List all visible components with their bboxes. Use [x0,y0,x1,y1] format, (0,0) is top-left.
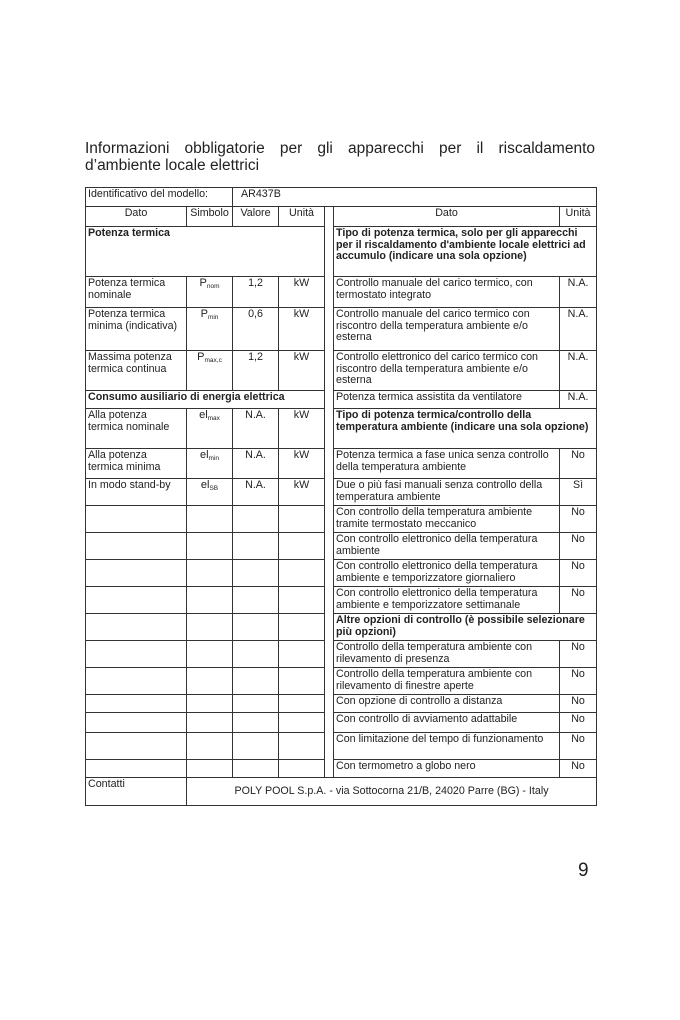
table-row [86,760,597,778]
table-row [86,560,597,587]
table-row [86,409,597,449]
contacts-value: POLY POOL S.p.A. - via Sottocorna 21/B, 24020 Parre (BG) - Italy [187,778,597,806]
row-label: Alla potenza termica nominale [86,409,187,449]
table-row [86,449,597,479]
section-tipo-potenza-accumulo: Tipo di potenza termica, solo per gli apparecchi per il riscaldamento d'ambiente locale elettrici ad accumulo (indicare una sola opzione) [334,227,597,277]
option-label: Due o più fasi manuali senza controllo della temperatura ambiente [334,479,560,506]
row-symbol: $P_{max,c}$ [187,351,233,391]
row-value: N.A. [233,449,279,479]
option-label: Potenza termica assistita da ventilatore [334,391,560,409]
row-value: 1,2 [233,351,279,391]
option-value: Sì [560,479,597,506]
ecodesign-info-table [85,187,597,806]
empty-cell [233,506,279,533]
title-line-1: Informazioni obbligatorie per gli apparecchi per il riscaldamento [85,140,595,157]
option-value: No [560,641,597,668]
option-label: Con controllo della temperatura ambiente tramite termostato meccanico [334,506,560,533]
option-label: Con limitazione del tempo di funzionamento [334,733,560,760]
empty-cell [279,641,325,668]
option-label: Con controllo elettronico della temperatura ambiente e temporizzatore giornaliero [334,560,560,587]
empty-cell [233,614,279,641]
option-label: Controllo della temperatura ambiente con rilevamento di finestre aperte [334,668,560,695]
table-row [86,479,597,506]
table-row [86,277,597,308]
option-value: No [560,695,597,713]
empty-cell [279,733,325,760]
empty-cell [279,668,325,695]
empty-cell [233,733,279,760]
empty-cell [233,641,279,668]
empty-cell [279,713,325,733]
option-label: Con controllo elettronico della temperatura ambiente e temporizzatore settimanale [334,587,560,614]
option-label: Con controllo di avviamento adattabile [334,713,560,733]
row-value: 0,6 [233,308,279,351]
empty-cell [86,587,187,614]
option-value: No [560,733,597,760]
empty-cell [279,760,325,778]
empty-cell [187,733,233,760]
row-label: Massima potenza termica continua [86,351,187,391]
row-label: In modo stand-by [86,479,187,506]
option-value: No [560,506,597,533]
table-row [86,351,597,391]
empty-cell [86,506,187,533]
empty-cell [187,506,233,533]
empty-cell [187,614,233,641]
table-row [86,533,597,560]
header-unita-right: Unità [560,207,597,227]
option-label: Con termometro a globo nero [334,760,560,778]
section-altre-opzioni: Altre opzioni di controllo (è possibile selezionare più opzioni) [334,614,597,641]
option-value: No [560,587,597,614]
model-label: Identificativo del modello: [86,188,233,207]
option-label: Controllo elettronico del carico termico con riscontro della temperatura ambiente e/o esterna [334,351,560,391]
row-label: Potenza termica nominale [86,277,187,308]
empty-cell [187,695,233,713]
option-label: Potenza termica a fase unica senza controllo della temperatura ambiente [334,449,560,479]
row-unit: kW [279,277,325,308]
option-label: Controllo manuale del carico termico, con termostato integrato [334,277,560,308]
header-dato-right: Dato [334,207,560,227]
option-value: N.A. [560,308,597,351]
empty-cell [233,587,279,614]
empty-cell [86,641,187,668]
empty-cell [187,641,233,668]
empty-cell [187,560,233,587]
row-label: Alla potenza termica minima [86,449,187,479]
empty-cell [187,713,233,733]
table-row [86,695,597,713]
empty-cell [279,533,325,560]
model-value: AR437B [233,188,597,207]
empty-cell [233,533,279,560]
row-label: Potenza termica minima (indicativa) [86,308,187,351]
row-value: N.A. [233,479,279,506]
option-value: N.A. [560,391,597,409]
option-value: No [560,449,597,479]
row-value: N.A. [233,409,279,449]
row-symbol: $P_{nom}$ [187,277,233,308]
row-unit: kW [279,308,325,351]
table-row [86,506,597,533]
table-row [86,733,597,760]
row-value: 1,2 [233,277,279,308]
table-row [86,587,597,614]
row-unit: kW [279,479,325,506]
empty-cell [279,560,325,587]
empty-cell [233,668,279,695]
row-unit: kW [279,351,325,391]
row-unit: kW [279,449,325,479]
row-symbol: $el_{SB}$ [187,479,233,506]
table-row [86,308,597,351]
empty-cell [279,506,325,533]
header-valore: Valore [233,207,279,227]
section-tipo-potenza-controllo: Tipo di potenza termica/controllo della temperatura ambiente (indicare una sola opzione) [334,409,597,449]
section-potenza-termica: Potenza termica [86,227,325,277]
row-symbol: $el_{min}$ [187,449,233,479]
option-value: No [560,713,597,733]
header-dato-left: Dato [86,207,187,227]
option-label: Controllo manuale del carico termico con riscontro della temperatura ambiente e/o esterna [334,308,560,351]
table-row [86,668,597,695]
option-label: Controllo della temperatura ambiente con rilevamento di presenza [334,641,560,668]
row-symbol: $el_{max}$ [187,409,233,449]
option-value: No [560,760,597,778]
contacts-label: Contatti [86,778,187,806]
empty-cell [187,668,233,695]
empty-cell [233,713,279,733]
document-title [85,140,595,174]
empty-cell [233,695,279,713]
row-symbol: $P_{min}$ [187,308,233,351]
header-unita: Unità [279,207,325,227]
option-label: Con opzione di controllo a distanza [334,695,560,713]
option-value: N.A. [560,351,597,391]
table-row [86,713,597,733]
header-simbolo: Simbolo [187,207,233,227]
empty-cell [86,713,187,733]
column-gap [325,207,334,778]
empty-cell [86,668,187,695]
section-consumo-ausiliario: Consumo ausiliario di energia elettrica [86,391,325,409]
empty-cell [279,695,325,713]
empty-cell [279,587,325,614]
page-number: 9 [578,860,589,881]
option-value: N.A. [560,277,597,308]
option-label: Con controllo elettronico della temperatura ambiente [334,533,560,560]
empty-cell [187,533,233,560]
empty-cell [86,533,187,560]
option-value: No [560,560,597,587]
empty-cell [86,560,187,587]
empty-cell [86,760,187,778]
empty-cell [86,733,187,760]
row-unit: kW [279,409,325,449]
table-row [86,641,597,668]
option-value: No [560,533,597,560]
empty-cell [233,760,279,778]
empty-cell [86,614,187,641]
empty-cell [187,587,233,614]
table-row [86,614,597,641]
empty-cell [86,695,187,713]
empty-cell [233,560,279,587]
option-value: No [560,668,597,695]
empty-cell [187,760,233,778]
empty-cell [279,614,325,641]
title-line-2: d’ambiente locale elettrici [85,157,260,174]
